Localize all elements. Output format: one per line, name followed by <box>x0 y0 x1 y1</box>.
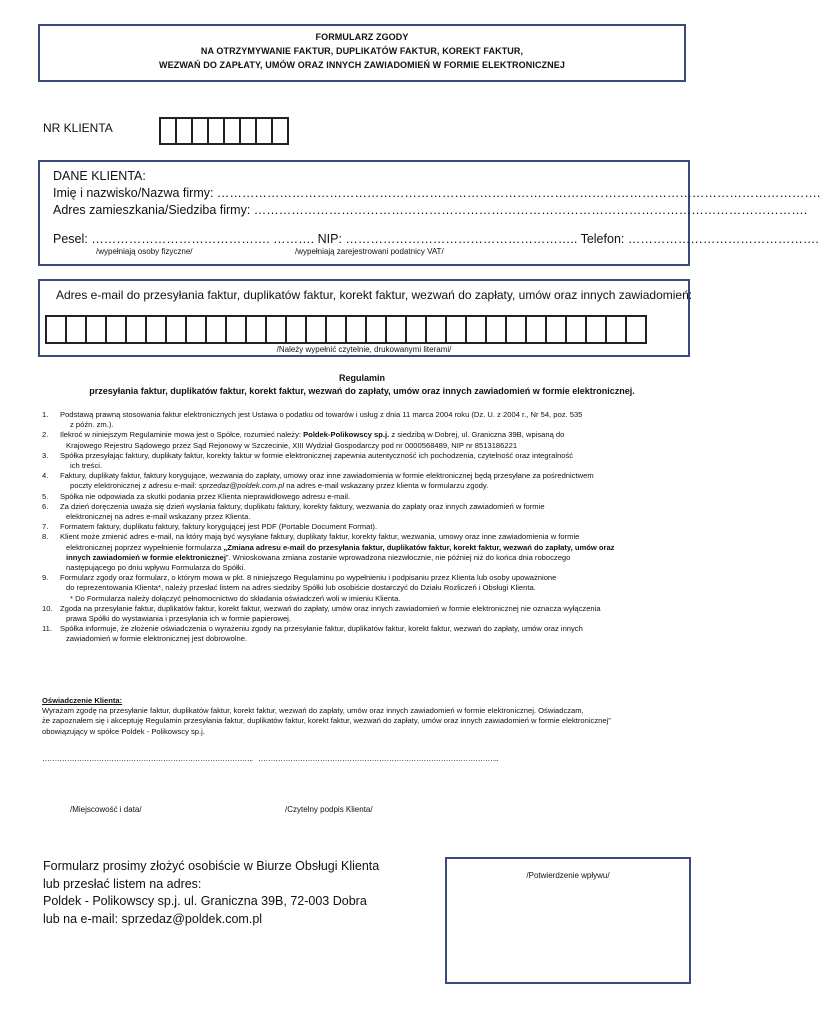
form-title-box <box>38 24 686 82</box>
form-title: FORMULARZ ZGODY <box>315 32 409 42</box>
email-note: /Należy wypełnić czytelnie, drukowanymi literami/ <box>276 345 452 354</box>
rule-item: 1. Podstawą prawną stosowania faktur elektronicznych jest Ustawa o podatku od towarów i usług z dnia 11 marca 2004 roku (Dz. U. z 2004 r., Nr 54, poz. 535 z późn. zm.). <box>42 410 583 430</box>
rule-item: 11. Spółka informuje, że złożenie oświadczenia o wyrażeniu zgody na przesyłanie faktur, duplikatów faktur, korekt faktur, wezwań do zapłaty, umów oraz innych zawiadomień w formie elektronicznej jest dobrowolne. <box>42 624 583 644</box>
submission-instructions: Formularz prosimy złożyć osobiście w Biurze Obsługi Klienta lub przesłać listem na adres: Poldek - Polikowscy sp.j. ul. Graniczna 39B, 72-003 Dobra lub na e-mail: sprzedaz@poldek.com.pl <box>43 858 379 928</box>
signature-label: /Czytelny podpis Klienta/ <box>285 805 373 814</box>
form-subtitle-line-2: WEZWAŃ DO ZAPŁATY, UMÓW ORAZ INNYCH ZAWIADOMIEŃ W FORMIE ELEKTRONICZNEJ <box>159 60 565 70</box>
receipt-confirmation-box <box>445 857 691 984</box>
client-data-title: DANE KLIENTA: <box>53 169 146 183</box>
signature-field[interactable]: …………………………………………………………………………………….. <box>258 754 499 763</box>
regulations-list <box>42 410 692 645</box>
place-date-label: /Miejscowość i data/ <box>70 805 142 814</box>
email-letter-box[interactable] <box>465 315 487 344</box>
email-letter-box[interactable] <box>505 315 527 344</box>
email-letter-box[interactable] <box>485 315 507 344</box>
email-letter-box[interactable] <box>245 315 267 344</box>
email-letter-box[interactable] <box>125 315 147 344</box>
name-field[interactable]: Imię i nazwisko/Nazwa firmy: ………………………………………………………………………………………………………………………………. <box>53 186 820 200</box>
client-number-boxes[interactable] <box>159 117 287 145</box>
email-letter-box[interactable] <box>425 315 447 344</box>
rule-item: 9. Formularz zgody oraz formularz, o którym mowa w pkt. 8 niniejszego Regulaminu po wypełnieniu i podpisaniu przez Klienta lub osoby upoważnione do reprezentowania Klienta*, należy przesłać listem na adres siedziby Spółki lub osobiście dostarczyć do Działu Rozliczeń i Obsługi Klienta. * Do Formularza należy dołączyć pełnomocnictwo do składania oświadczeń woli w imieniu Klienta. <box>42 573 557 603</box>
email-letter-box[interactable] <box>205 315 227 344</box>
email-letter-box[interactable] <box>45 315 67 344</box>
place-date-field[interactable]: ………………………………………………………………………….. <box>42 754 253 763</box>
email-letter-box[interactable] <box>445 315 467 344</box>
pesel-nip-phone-fields[interactable]: Pesel: ……………………………………. ………. NIP: ……………………………………………….. Telefon: ………………………………………. <box>53 232 819 246</box>
rule-item: 8. Klient może zmienić adres e-mail, na który mają być wysyłane faktury, duplikaty faktur, korekty faktur, wezwania, umowy oraz inne zawiadomienia w formie elektronicznej poprzez wypełnienie formularza „Zmiana adresu e-mail do przesyłania faktur, duplikatów faktur, korekt faktur, wezwań do zapłaty, umów oraz innych zawiadomień w formie elektronicznej”. Wnioskowana zmiana zostanie wprowadzona niezwłocznie, nie później niż do końca dnia roboczego następującego po dniu wpływu Formularza do Spółki. <box>42 532 615 573</box>
email-letter-box[interactable] <box>225 315 247 344</box>
email-letter-box[interactable] <box>565 315 587 344</box>
email-letter-box[interactable] <box>525 315 547 344</box>
rule-item: 3. Spółka przesyłając faktury, duplikaty faktur, korekty faktur w formie elektronicznej zapewnia autentyczność ich pochodzenia, czytelność oraz integralność ich treści. <box>42 450 574 471</box>
email-letter-box[interactable] <box>145 315 167 344</box>
rule-item: 5. Spółka nie odpowiada za skutki podania przez Klienta nieprawidłowego adresu e-mail. <box>42 491 351 501</box>
nip-note: /wypełniają zarejestrowani podatnicy VAT/ <box>295 247 444 256</box>
rule-item: 7. Formatem faktury, duplikatu faktury, faktury korygującej jest PDF (Portable Document Format). <box>42 522 378 532</box>
email-letter-box[interactable] <box>405 315 427 344</box>
email-letter-box[interactable] <box>305 315 327 344</box>
form-subtitle-line-1: NA OTRZYMYWANIE FAKTUR, DUPLIKATÓW FAKTUR, KOREKT FAKTUR, <box>200 46 524 56</box>
rule-item: 2. Ilekroć w niniejszym Regulaminie mowa jest o Spółce, rozumieć należy: Poldek-Polikowscy sp.j. z siedzibą w Dobrej, ul. Graniczna 39B, wpisaną do Krajowego Rejestru Sądowego przez Sąd Rejonowy w Szczecinie, XIII Wydział Gospodarczy pod nr 0000568489, NIP nr 8513186221 <box>42 430 565 450</box>
contact-email: lub na e-mail: sprzedaz@poldek.com.pl <box>43 911 263 926</box>
client-number-digit-box[interactable] <box>271 117 289 145</box>
email-letter-box[interactable] <box>285 315 307 344</box>
email-letter-box[interactable] <box>345 315 367 344</box>
regulations-subtitle: przesyłania faktur, duplikatów faktur, korekt faktur, wezwań do zapłaty, umów oraz innych zawiadomień w formie elektronicznej. <box>89 386 635 396</box>
declaration-text: że zapoznałem się i akceptuję Regulamin przesyłania faktur, duplikatów faktur, korekt faktur, wezwań do zapłaty, umów oraz innych zawiadomień w formie elektronicznej” <box>42 716 611 726</box>
email-letter-box[interactable] <box>585 315 607 344</box>
client-data-box <box>38 160 820 266</box>
rule-item: 6. Za dzień doręczenia uważa się dzień wysłania faktury, duplikatu faktury, korekty faktury, wezwania do zapłaty oraz innych zawiadomień w formie elektronicznej na adres e-mail wskazany przez Klienta. <box>42 501 545 522</box>
email-letter-box[interactable] <box>185 315 207 344</box>
email-section-box <box>38 279 693 357</box>
email-letter-box[interactable] <box>105 315 127 344</box>
email-letter-box[interactable] <box>625 315 647 344</box>
email-letter-box[interactable] <box>65 315 87 344</box>
rule-item: 4. Faktury, duplikaty faktur, faktury korygujące, wezwania do zapłaty, umowy oraz inne zawiadomienia w formie elektronicznej będą przesyłane za pośrednictwem poczty elektronicznej z adresu e-mail: sprzedaz@poldek.com.pl na adres e-mail wskazany przez klienta w formularzu zgody. <box>42 471 594 491</box>
rule-item: 10. Zgoda na przesyłanie faktur, duplikatów faktur, korekt faktur, wezwań do zapłaty, umów oraz innych zawiadomień w formie elektronicznej nie oznacza wyłączenia prawa Spółki do wystawiania i przesyłania ich w formie papierowej. <box>42 603 601 624</box>
regulations-title: Regulamin <box>338 373 385 383</box>
client-number-label: NR KLIENTA <box>43 121 113 135</box>
email-letter-boxes[interactable] <box>45 315 645 344</box>
declaration-text: obowiązujący w spółce Poldek - Polikowscy sp.j. <box>42 726 205 736</box>
email-letter-box[interactable] <box>385 315 407 344</box>
email-letter-box[interactable] <box>85 315 107 344</box>
declaration-text: Wyrażam zgodę na przesyłanie faktur, duplikatów faktur, korekt faktur, wezwań do zapłaty, umów oraz innych zawiadomień w formie elektronicznej. Oświadczam, <box>42 706 584 716</box>
email-letter-box[interactable] <box>265 315 287 344</box>
address-field[interactable]: Adres zamieszkania/Siedziba firmy: ……………………………………………………………………………………………………………………. <box>53 203 808 217</box>
pesel-note: /wypełniają osoby fizyczne/ <box>96 247 193 256</box>
email-letter-box[interactable] <box>605 315 627 344</box>
email-letter-box[interactable] <box>545 315 567 344</box>
email-letter-box[interactable] <box>325 315 347 344</box>
receipt-confirmation-label: /Potwierdzenie wpływu/ <box>526 871 610 880</box>
email-letter-box[interactable] <box>365 315 387 344</box>
email-letter-box[interactable] <box>165 315 187 344</box>
email-label: Adres e-mail do przesyłania faktur, duplikatów faktur, korekt faktur, wezwań do zapłaty, umów oraz innych zawiadomień: <box>56 288 693 302</box>
client-declaration <box>42 696 722 737</box>
declaration-title: Oświadczenie Klienta: <box>42 696 123 705</box>
